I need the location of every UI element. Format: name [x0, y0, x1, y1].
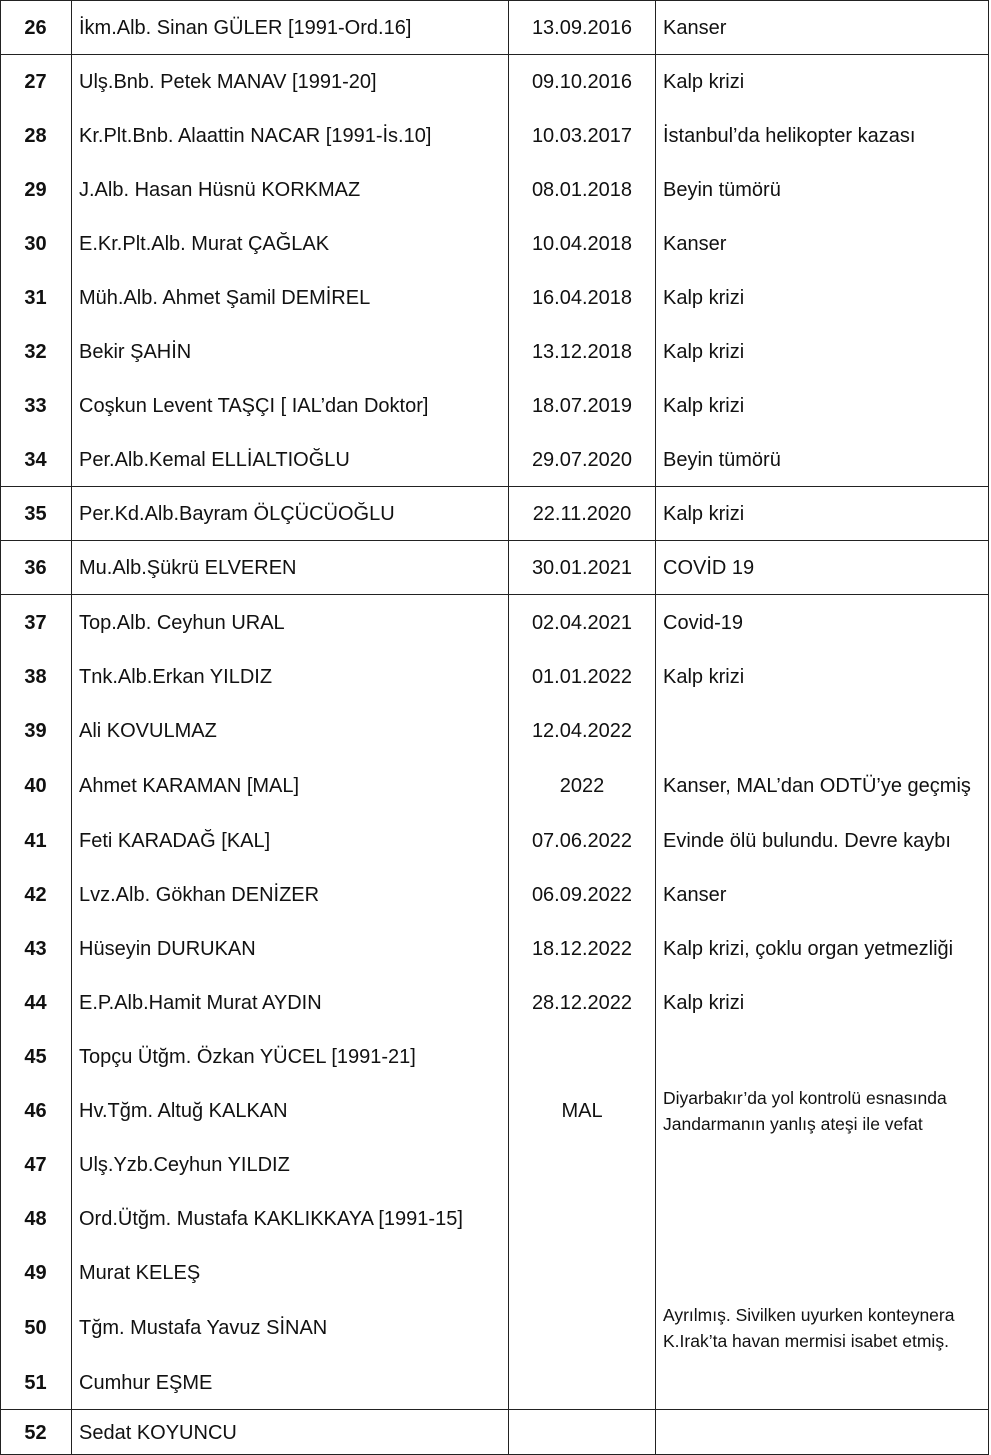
death-date: 30.01.2021	[531, 557, 633, 579]
row-number: 32	[24, 341, 47, 363]
row-number: 36	[24, 557, 47, 579]
death-cause: Kanser, MAL’dan ODTÜ’ye geçmiş	[663, 775, 971, 797]
death-date: 02.04.2021	[531, 611, 633, 634]
row-number: 26	[24, 16, 47, 39]
death-date: 16.04.2018	[531, 287, 633, 309]
table-border-vertical	[508, 0, 509, 1455]
person-name: Tnk.Alb.Erkan YILDIZ	[79, 666, 273, 688]
table-border-horizontal	[0, 540, 989, 541]
person-name: E.P.Alb.Hamit Murat AYDIN	[79, 992, 322, 1014]
death-cause: Kalp krizi	[663, 71, 745, 93]
death-date: 12.04.2022	[531, 720, 633, 742]
death-date: 18.12.2022	[531, 938, 633, 960]
row-number: 35	[24, 503, 47, 525]
death-cause: Kalp krizi	[663, 992, 745, 1014]
row-number: 28	[24, 125, 47, 147]
death-date: 2022	[559, 775, 605, 797]
death-date: 13.09.2016	[531, 16, 633, 39]
person-name: Bekir ŞAHİN	[79, 341, 192, 363]
row-number: 51	[24, 1372, 47, 1394]
row-number: 33	[24, 395, 47, 417]
person-name: J.Alb. Hasan Hüsnü KORKMAZ	[79, 179, 361, 201]
death-cause: Kalp krizi	[663, 666, 745, 688]
row-number: 48	[24, 1208, 47, 1230]
row-number: 42	[24, 884, 47, 906]
person-name: Coşkun Levent TAŞÇI [ IAL’dan Doktor]	[79, 395, 429, 417]
row-number: 52	[24, 1421, 47, 1444]
person-name: Cumhur EŞME	[79, 1372, 213, 1394]
death-date: 01.01.2022	[531, 666, 633, 688]
person-name: Topçu Ütğm. Özkan YÜCEL [1991-21]	[79, 1046, 416, 1068]
row-number: 27	[24, 71, 47, 93]
death-date: 29.07.2020	[531, 449, 633, 471]
row-number: 41	[24, 830, 47, 852]
person-name: Kr.Plt.Bnb. Alaattin NACAR [1991-İs.10]	[79, 125, 432, 147]
death-cause: Kalp krizi	[663, 341, 745, 363]
table-border-horizontal	[0, 54, 989, 55]
table-border-horizontal	[0, 0, 989, 1]
table-border-vertical	[71, 0, 72, 1455]
person-name: Müh.Alb. Ahmet Şamil DEMİREL	[79, 287, 371, 309]
row-number: 49	[24, 1262, 47, 1284]
death-date: 09.10.2016	[531, 71, 633, 93]
death-cause: Evinde ölü bulundu. Devre kaybı	[663, 830, 951, 852]
death-cause: Diyarbakır’da yol kontrolü esnasında Jandarmanın yanlış ateşi ile vefat	[663, 1088, 947, 1134]
table-border-horizontal	[0, 486, 989, 487]
death-cause: Ayrılmış. Sivilken uyurken konteynera K.Irak’ta havan mermisi isabet etmiş.	[663, 1305, 955, 1351]
row-number: 46	[24, 1100, 47, 1122]
row-number: 37	[24, 611, 47, 634]
death-cause: Kalp krizi	[663, 287, 745, 309]
table-border-vertical	[655, 0, 656, 1455]
row-number: 50	[24, 1317, 47, 1339]
row-number: 44	[24, 992, 47, 1014]
death-cause: Kanser	[663, 884, 727, 906]
death-date: 13.12.2018	[531, 341, 633, 363]
row-number: 45	[24, 1046, 47, 1068]
table-border-horizontal	[0, 594, 989, 595]
person-name: Lvz.Alb. Gökhan DENİZER	[79, 884, 320, 906]
row-number: 39	[24, 720, 47, 742]
death-cause: Kalp krizi	[663, 395, 745, 417]
death-cause: Kalp krizi, çoklu organ yetmezliği	[663, 938, 954, 960]
table-border-vertical	[988, 0, 989, 1455]
death-date: 08.01.2018	[531, 179, 633, 201]
person-name: Ali KOVULMAZ	[79, 720, 217, 742]
death-cause: Kalp krizi	[663, 503, 745, 525]
death-cause: Kanser	[663, 233, 727, 255]
person-name: Ulş.Bnb. Petek MANAV [1991-20]	[79, 71, 377, 93]
row-number: 31	[24, 287, 47, 309]
row-number: 43	[24, 938, 47, 960]
table-border-horizontal	[0, 1409, 989, 1410]
person-name: Top.Alb. Ceyhun URAL	[79, 611, 285, 634]
table-border-vertical	[0, 0, 1, 1455]
death-cause: Beyin tümörü	[663, 179, 781, 201]
person-name: Tğm. Mustafa Yavuz SİNAN	[79, 1317, 328, 1339]
death-cause: İstanbul’da helikopter kazası	[663, 125, 916, 147]
death-cause: COVİD 19	[663, 557, 755, 579]
person-name: Per.Kd.Alb.Bayram ÖLÇÜCÜOĞLU	[79, 503, 395, 525]
death-cause: Kanser	[663, 16, 727, 39]
death-date: 18.07.2019	[531, 395, 633, 417]
row-number: 34	[24, 449, 47, 471]
person-name: E.Kr.Plt.Alb. Murat ÇAĞLAK	[79, 233, 330, 255]
row-number: 47	[24, 1154, 47, 1176]
death-date: 07.06.2022	[531, 830, 633, 852]
row-number: 29	[24, 179, 47, 201]
person-name: Per.Alb.Kemal ELLİALTIOĞLU	[79, 449, 350, 471]
death-date: 10.04.2018	[531, 233, 633, 255]
person-name: İkm.Alb. Sinan GÜLER [1991-Ord.16]	[79, 16, 412, 39]
person-name: Sedat KOYUNCU	[79, 1421, 237, 1444]
person-name: Ord.Ütğm. Mustafa KAKLIKKAYA [1991-15]	[79, 1208, 463, 1230]
row-number: 40	[24, 775, 47, 797]
death-cause: Covid-19	[663, 611, 744, 634]
person-name: Mu.Alb.Şükrü ELVEREN	[79, 557, 297, 579]
death-date: 10.03.2017	[531, 125, 633, 147]
death-date: 06.09.2022	[531, 884, 633, 906]
person-name: Hüseyin DURUKAN	[79, 938, 256, 960]
person-name: Feti KARADAĞ [KAL]	[79, 830, 271, 852]
person-name: Hv.Tğm. Altuğ KALKAN	[79, 1100, 288, 1122]
death-date: 22.11.2020	[532, 503, 632, 525]
person-name: Ulş.Yzb.Ceyhun YILDIZ	[79, 1154, 290, 1176]
person-name: Ahmet KARAMAN [MAL]	[79, 775, 300, 797]
row-number: 38	[24, 666, 47, 688]
death-date: MAL	[561, 1100, 603, 1122]
person-name: Murat KELEŞ	[79, 1262, 201, 1284]
row-number: 30	[24, 233, 47, 255]
death-date: 28.12.2022	[531, 992, 633, 1014]
death-cause: Beyin tümörü	[663, 449, 781, 471]
